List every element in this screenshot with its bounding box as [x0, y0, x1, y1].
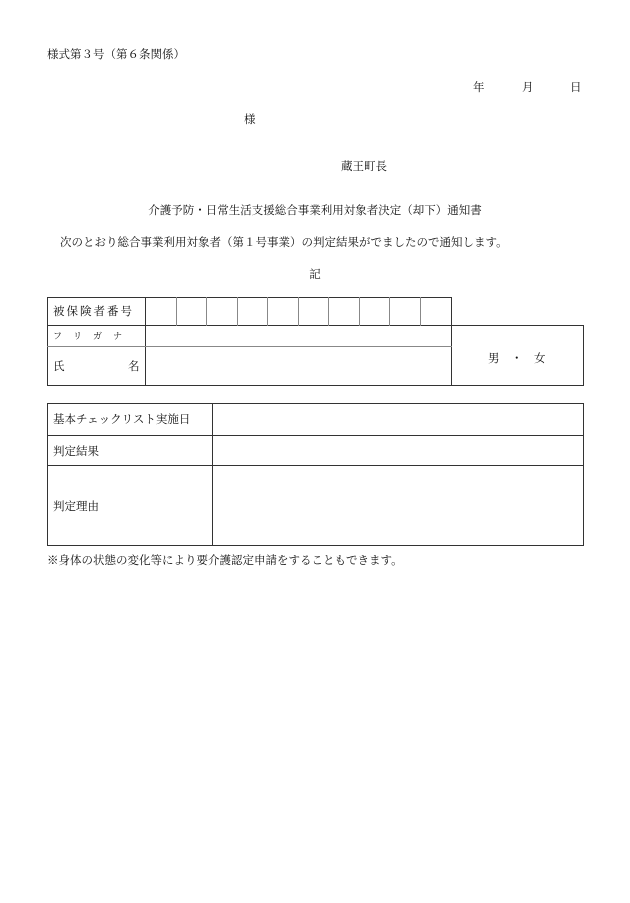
- sex-label: 男 ・ 女: [488, 351, 546, 365]
- name-label-right: 名: [128, 359, 140, 373]
- date-day-label: 日: [570, 80, 582, 94]
- digit-divider: [328, 297, 329, 326]
- insured-number-label: 被保険者番号: [53, 304, 134, 318]
- row-divider: [47, 465, 584, 466]
- body-text: 次のとおり総合事業利用対象者（第１号事業）の判定結果がでましたので通知します。: [60, 235, 508, 249]
- digit-divider: [267, 297, 268, 326]
- recipient-suffix: 様: [244, 112, 256, 126]
- sex-divider: [451, 325, 452, 386]
- digit-divider: [206, 297, 207, 326]
- issuer-name: 蔵王町長: [341, 159, 387, 173]
- form-number: 様式第３号（第６条関係）: [47, 47, 185, 61]
- furigana-label: フ リ ガ ナ: [53, 332, 124, 342]
- digit-divider: [359, 297, 360, 326]
- date-year-label: 年: [473, 80, 485, 94]
- date-month-label: 月: [522, 80, 534, 94]
- label-divider: [145, 297, 146, 386]
- ki-marker: 記: [309, 267, 321, 281]
- determination-label-divider: [212, 403, 213, 546]
- digit-divider: [176, 297, 177, 326]
- footnote: ※身体の状態の変化等により要介護認定申請をすることもできます。: [47, 553, 403, 567]
- result-label: 判定結果: [53, 444, 99, 458]
- digit-divider: [420, 297, 421, 326]
- digit-divider: [298, 297, 299, 326]
- row-divider: [47, 435, 584, 436]
- document-title: 介護予防・日常生活支援総合事業利用対象者決定（却下）通知書: [148, 203, 482, 217]
- furigana-divider: [47, 346, 452, 347]
- name-label-left: 氏: [53, 359, 65, 373]
- checklist-date-label: 基本チェックリスト実施日: [53, 412, 191, 426]
- reason-label: 判定理由: [53, 499, 99, 513]
- digit-divider: [237, 297, 238, 326]
- digit-divider: [389, 297, 390, 326]
